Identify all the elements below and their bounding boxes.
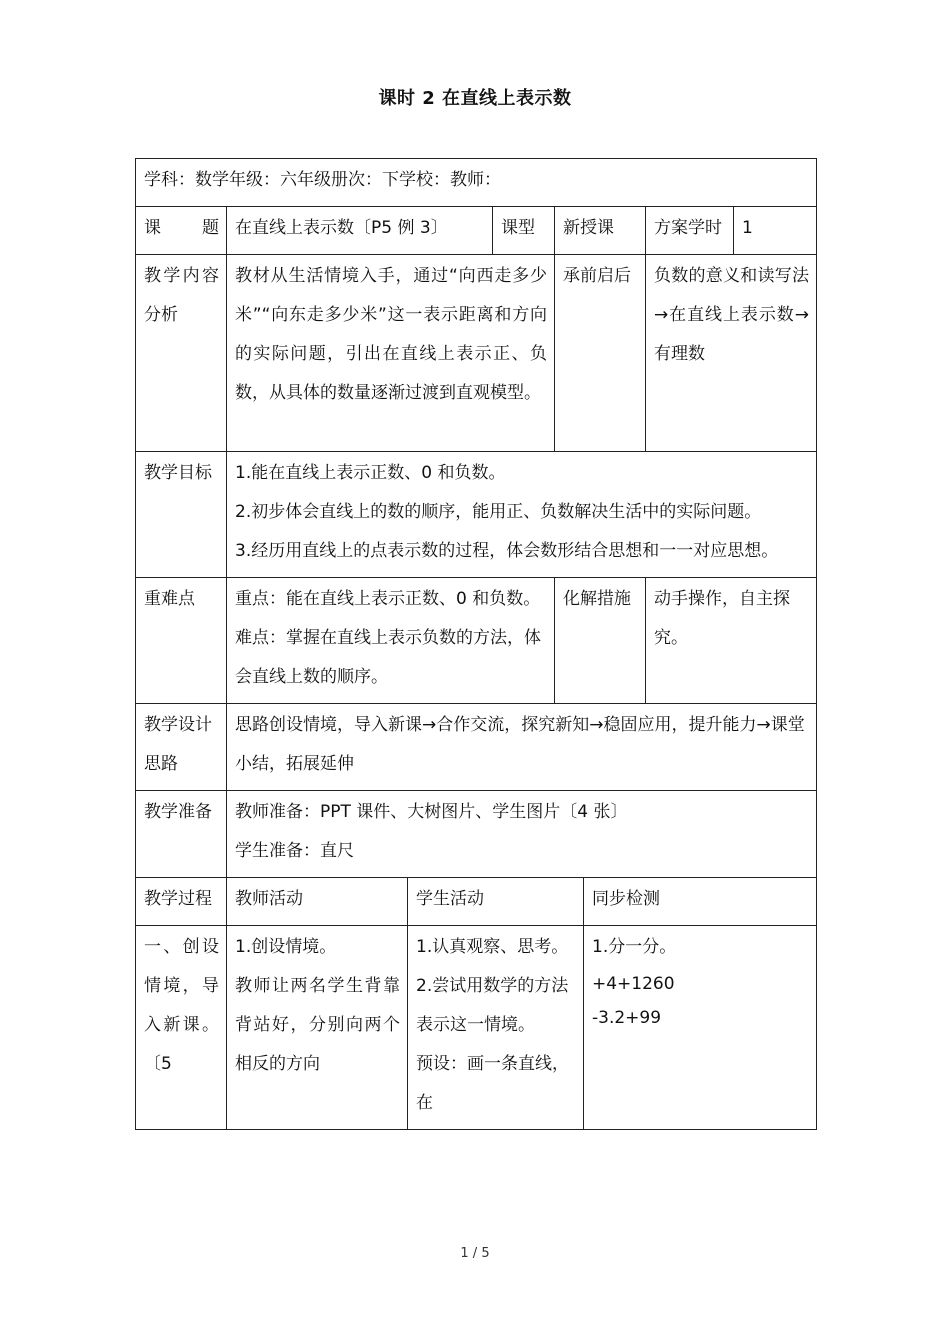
design-label-line2: 思路	[144, 754, 178, 774]
header-row	[136, 159, 817, 207]
process-label: 教学过程	[136, 878, 227, 926]
subject-grade-info: 学科：数学年级：六年级册次：下学校：教师：	[136, 159, 817, 207]
lesson-type-label: 课型	[493, 207, 555, 255]
key-point: 重点：能在直线上表示正数、0 和负数。	[235, 589, 541, 609]
step1-student-activity: 1.认真观察、思考。 2.尝试用数学的方法表示这一情境。 预设：画一条直线，在	[408, 926, 584, 1130]
goal-item-1: 1.能在直线上表示正数、0 和负数。	[235, 463, 506, 483]
goal-item-3: 3.经历用直线上的点表示数的过程，体会数形结合思想和一一对应思想。	[235, 541, 779, 561]
teacher-prep: 教师准备：PPT 课件、大树图片、学生图片〔4 张〕	[235, 802, 628, 822]
student-activity-header: 学生活动	[408, 878, 584, 926]
design-label	[136, 704, 227, 791]
analysis-value: 教材从生活情境入手，通过“向西走多少米”“向东走多少米”这一表示距离和方向的实际问题，引出在直线上表示正、负数，从具体的数量逐渐过渡到直观模型。	[227, 255, 555, 452]
goals-list	[227, 452, 817, 578]
measure-label: 化解措施	[555, 578, 646, 704]
step1-sync-check	[584, 926, 817, 1130]
goals-row	[136, 452, 817, 578]
class-hours-value: 1	[734, 207, 817, 255]
design-row	[136, 704, 817, 791]
page-number: 1 / 5	[460, 1246, 490, 1261]
design-label-line1: 教学设计	[144, 715, 212, 735]
check-line-1: +4+1260	[592, 974, 675, 994]
step1-teacher-activity: 1.创设情境。 教师让两名学生背靠背站好，分别向两个相反的方向	[227, 926, 408, 1130]
student-prep: 学生准备：直尺	[235, 841, 354, 861]
design-value: 思路创设情境，导入新课→合作交流，探究新知→稳固应用，提升能力→课堂小结，拓展延伸	[227, 704, 817, 791]
prep-row	[136, 791, 817, 878]
process-header-row	[136, 878, 817, 926]
check-line-2: -3.2+99	[592, 1008, 662, 1028]
difficult-point: 难点：掌握在直线上表示负数的方法，体会直线上数的顺序。	[235, 628, 541, 687]
topic-row	[136, 207, 817, 255]
keypoints-value	[227, 578, 555, 704]
measure-value: 动手操作，自主探究。	[646, 578, 817, 704]
goal-item-2: 2.初步体会直线上的数的顺序，能用正、负数解决生活中的实际问题。	[235, 502, 762, 522]
analysis-label: 教学内容分析	[136, 255, 227, 452]
keypoints-row	[136, 578, 817, 704]
page-title: 课时 2 在直线上表示数	[378, 88, 572, 109]
sync-check-header: 同步检测	[584, 878, 817, 926]
link-label: 承前启后	[555, 255, 646, 452]
class-hours-label: 方案学时	[646, 207, 734, 255]
teacher-activity-header: 教师活动	[227, 878, 408, 926]
lesson-type-value: 新授课	[555, 207, 646, 255]
lesson-plan-table	[135, 158, 817, 1130]
prep-label: 教学准备	[136, 791, 227, 878]
step1-row	[136, 926, 817, 1130]
link-value: 负数的意义和读写法→在直线上表示数→有理数	[646, 255, 817, 452]
topic-label: 课题	[136, 207, 227, 255]
prep-value	[227, 791, 817, 878]
check-title: 1.分一分。	[592, 937, 677, 957]
analysis-row	[136, 255, 817, 452]
goals-label: 教学目标	[136, 452, 227, 578]
step1-label: 一、创设情境，导入新课。〔5	[136, 926, 227, 1130]
keypoints-label: 重难点	[136, 578, 227, 704]
topic-value: 在直线上表示数〔P5 例 3〕	[227, 207, 493, 255]
